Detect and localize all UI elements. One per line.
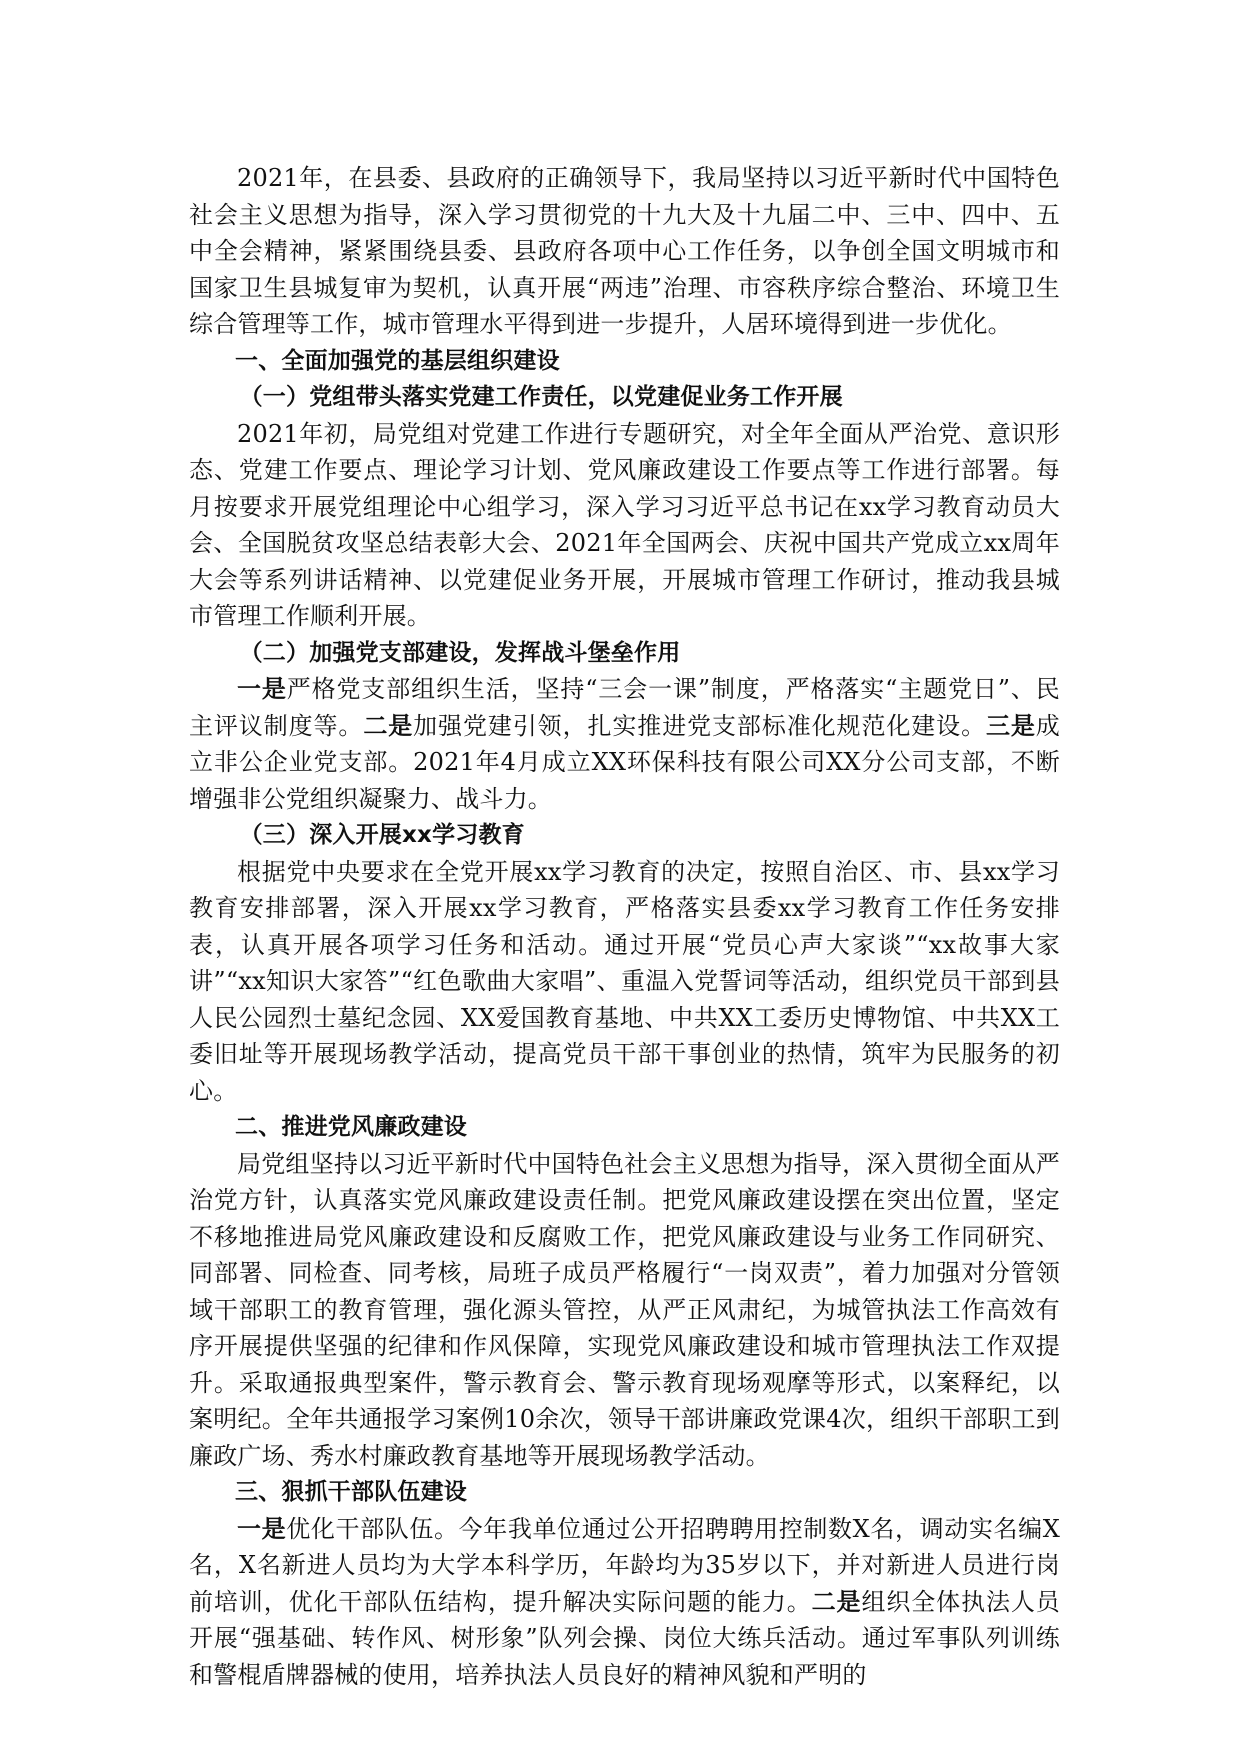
text-first: 严格党支部组织生活，坚持“三会一课”制度，严格落实“主题党日”、民主评议制度等。 — [189, 675, 1060, 740]
section-3-lead-second: 二是 — [811, 1587, 862, 1616]
section-3-paragraph — [189, 1511, 1060, 1694]
section-3-text-first: 优化干部队伍。今年我单位通过公开招聘聘用控制数X名，调动实名编X名，X名新进人员均为大学本科学历，年龄均为35岁以下，并对新进人员进行岗前培训，优化干部队伍结构，提升解决实际问题的能力。 — [189, 1514, 1060, 1616]
section-1-sub-1-heading: （一）党组带头落实党建工作责任，以党建促业务工作开展 — [239, 384, 843, 410]
lead-second: 二是 — [363, 711, 414, 740]
section-3-heading: 三、狠抓干部队伍建设 — [235, 1479, 467, 1505]
section-2-heading: 二、推进党风廉政建设 — [235, 1114, 467, 1140]
section-1-heading: 一、全面加强党的基层组织建设 — [235, 347, 560, 374]
section-2-paragraph: 局党组坚持以习近平新时代中国特色社会主义思想为指导，深入贯彻全面从严治党方针，认真落实党风廉政建设责任制。把党风廉政建设摆在突出位置，坚定不移地推进局党风廉政建设和反腐败工作，把党风廉政建设与业务工作同研究、同部署、同检查、同考核，局班子成员严格履行“一岗双责”，着力加强对分管领域干部职工的教育管理，强化源头管控，从严正风肃纪，为城管执法工作高效有序开展提供坚强的纪律和作风保障，实现党风廉政建设和城市管理执法工作双提升。采取通报典型案件，警示教育会、警示教育现场观摩等形式，以案释纪，以案明纪。全年共通报学习案例10余次，领导干部讲廉政党课4次，组织干部职工到廉政广场、秀水村廉政教育基地等开展现场教学活动。 — [189, 1149, 1060, 1470]
lead-third: 三是 — [985, 711, 1036, 740]
text-second: 加强党建引领，扎实推进党支部标准化规范化建设。 — [413, 711, 986, 740]
lead-first: 一是 — [237, 675, 287, 703]
section-3-text-second: 组织全体执法人员开展“强基础、转作风、树形象”队列会操、岗位大练兵活动。通过军事队列训练和警棍盾牌器械的使用，培养执法人员良好的精神风貌和严明的 — [189, 1587, 1060, 1689]
section-1-sub-2-paragraph — [189, 671, 1060, 817]
document-body — [189, 160, 1060, 1693]
intro-paragraph: 2021年，在县委、县政府的正确领导下，我局坚持以习近平新时代中国特色社会主义思想为指导，深入学习贯彻党的十九大及十九届二中、三中、四中、五中全会精神，紧紧围绕县委、县政府各项中心工作任务，以争创全国文明城市和国家卫生县城复审为契机，认真开展“两违”治理、市容秩序综合整治、环境卫生综合管理等工作，城市管理水平得到进一步提升，人居环境得到进一步优化。 — [189, 164, 1060, 338]
section-1-sub-3-paragraph: 根据党中央要求在全党开展xx学习教育的决定，按照自治区、市、县xx学习教育安排部署，深入开展xx学习教育，严格落实县委xx学习教育工作任务安排表，认真开展各项学习任务和活动。通过开展“党员心声大家谈”“xx故事大家讲”“xx知识大家答”“红色歌曲大家唱”、重温入党誓词等活动，组织党员干部到县人民公园烈士墓纪念园、XX爱国教育基地、中共XX工委历史博物馆、中共XX工委旧址等开展现场教学活动，提高党员干部干事创业的热情，筑牢为民服务的初心。 — [189, 857, 1060, 1105]
section-1-sub-3-heading: （三）深入开展xx学习教育 — [239, 822, 525, 848]
section-1-sub-2-heading: （二）加强党支部建设，发挥战斗堡垒作用 — [239, 639, 681, 666]
section-1-sub-1-paragraph: 2021年初，局党组对党建工作进行专题研究，对全年全面从严治党、意识形态、党建工作要点、理论学习计划、党风廉政建设工作要点等工作进行部署。每月按要求开展党组理论中心组学习，深入学习习近平总书记在xx学习教育动员大会、全国脱贫攻坚总结表彰大会、2021年全国两会、庆祝中国共产党成立xx周年大会等系列讲话精神、以党建促业务开展，开展城市管理工作研讨，推动我县城市管理工作顺利开展。 — [189, 419, 1060, 630]
section-3-lead-first: 一是 — [237, 1514, 287, 1543]
text-third: 成立非公企业党支部。2021年4月成立XX环保科技有限公司XX分公司支部，不断增强非公党组织凝聚力、战斗力。 — [189, 711, 1060, 813]
